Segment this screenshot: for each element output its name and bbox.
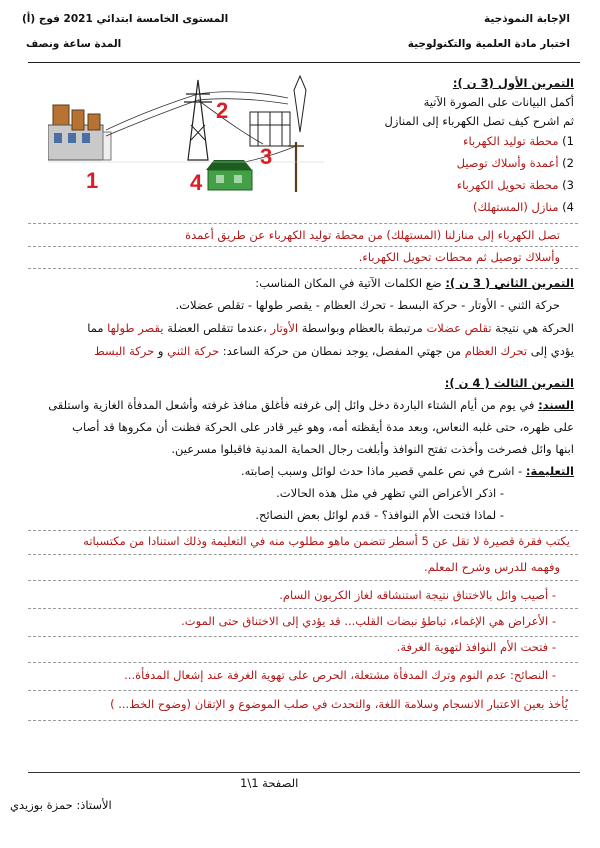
item-number: 4) — [562, 200, 574, 214]
ex1-answer-line-1: تصل الكهرباء إلى منازلنا (المستهلك) من محطة توليد الكهرباء عن طريق أعمدة — [185, 228, 560, 242]
ex2-paragraph-line-2 — [94, 344, 574, 358]
header-right-subtitle: اختبار مادة العلمية والتكنولوجية — [407, 38, 570, 50]
answer: حركة البسط — [94, 344, 155, 358]
figure-label-2: 2 — [216, 98, 229, 123]
header-left-subtitle: المدة ساعة ونصف — [26, 38, 122, 50]
support-label: السند: — [538, 398, 574, 412]
answer: تحرك العظام — [464, 344, 528, 358]
ex3-task-line-1 — [241, 464, 574, 478]
ex1-item-4 — [473, 200, 574, 214]
header-left-title: المستوى الخامسة ابتدائي 2021 فوج (أ) — [22, 13, 229, 25]
ruled-line — [28, 268, 578, 269]
figure-label-4: 4 — [190, 170, 203, 195]
power-plant-icon — [48, 105, 111, 160]
ex2-instruction: ضع الكلمات الآتية في المكان المناسب: — [255, 276, 442, 290]
ruled-line — [28, 246, 578, 247]
text: و — [154, 344, 168, 358]
item-number: 3) — [562, 178, 574, 192]
task-label: التعليمة: — [525, 464, 574, 478]
ex1-title: التمرين الأول (3 ن ): — [452, 76, 574, 90]
ex1-item-3 — [457, 178, 574, 192]
ex3-answer-3: - فتحت الأم النوافذ لتهوية الغرفة. — [396, 640, 556, 654]
item-answer: منازل (المستهلك) — [472, 200, 559, 214]
ex3-answer-4: - النصائح: عدم النوم وترك المدفأة مشتعلة، الحرص على تهوية الغرفة عند إشعال المدفأة... — [124, 668, 556, 682]
item-answer: محطة تحويل الكهرباء — [456, 178, 559, 192]
text: من جهتي المفصل، يوجد نمطان من حركة الساعد: — [219, 344, 465, 358]
utility-pole-icon — [288, 142, 304, 192]
ex3-support-line-3: ابنها وائل فصرخت وأخذت تفتح النوافذ وأبلغت رجال الحماية المدنية فاقبلوا مسرعين. — [171, 442, 574, 456]
house-icon — [206, 160, 252, 190]
answer: يقصر طولها — [107, 321, 164, 335]
header-divider — [28, 62, 580, 63]
figure-label-1: 1 — [86, 168, 99, 193]
support-text: في يوم من أيام الشتاء الباردة دخل وائل إلى غرفته فأغلق منافذ غرفته وأشعل المدفأة الغازية واستلقى — [48, 398, 539, 412]
ex3-answer-intro-1: يكتب فقرة قصيرة لا تقل عن 5 أسطر تتضمن ماهو مطلوب منه في التعليمة وذلك استنادا من مكتسباته — [83, 534, 570, 548]
ex3-criteria: يُأخذ بعين الاعتبار الانسجام وسلامة اللغة، والتحدث في صلب الموضوع و الإتقان (وضوح الخط... ) — [110, 697, 568, 711]
transformer-station-icon — [250, 76, 306, 146]
ex3-support-line-2: على ظهره، حتى غلبه النعاس، وبعد مدة أيقظته أمه، وهو غير قادر على الحركة فظنت أن مكروها قد أصاب — [72, 420, 574, 434]
ex2-paragraph-line-1 — [87, 321, 574, 335]
ex1-item-1 — [463, 134, 574, 148]
ex1-answer-line-2: وأسلاك توصيل ثم محطات تحويل الكهرباء. — [358, 250, 560, 264]
ex3-task-line-3: - لماذا فتحت الأم النوافذ؟ - قدم لوائل بعض النصائح. — [255, 508, 504, 522]
answer: تقلص عضلات — [426, 321, 492, 335]
text: مما — [87, 321, 108, 335]
item-number: 1) — [562, 134, 574, 148]
header-right-title: الإجابة النموذجية — [484, 13, 570, 25]
ruled-line — [28, 223, 578, 224]
answer: حركة الثني — [167, 344, 220, 358]
task-text: - اشرح في نص علمي قصير ماذا حدث لوائل وسبب إصابته. — [240, 464, 523, 478]
ruled-line — [28, 720, 578, 721]
text: ،عندما تتقلص العضلة — [163, 321, 271, 335]
item-answer: أعمدة وأسلاك توصيل — [456, 156, 559, 170]
pylon-icon — [184, 80, 212, 160]
ex3-answer-2: - الأعراض هي الإغماء، تباطؤ نبضات القلب... قد يؤدي إلى الاختناق حتى الموت. — [181, 614, 556, 628]
ruled-line — [28, 530, 578, 531]
ruled-line — [28, 662, 578, 663]
ruled-line — [28, 554, 578, 555]
ex3-task-line-2: - اذكر الأعراض التي تظهر في مثل هذه الحالات. — [276, 486, 504, 500]
text: مرتبطة بالعظام وبواسطة — [298, 321, 427, 335]
answer: الأوتار — [270, 321, 299, 335]
teacher-name: الأستاذ: حمزة بوزيدي — [10, 798, 112, 812]
ruled-line — [28, 608, 578, 609]
ex1-instruction-1: أكمل البيانات على الصورة الآتية — [423, 95, 574, 109]
ruled-line — [28, 580, 578, 581]
ex3-support-line-1 — [48, 398, 574, 412]
ex1-item-2 — [457, 156, 574, 170]
ex3-answer-1: - أصيب وائل بالاختناق نتيجة استنشاقه لغاز الكربون السام. — [279, 588, 556, 602]
ruled-line — [28, 636, 578, 637]
ex2-word-bank: حركة الثني - الأوتار - حركة البسط - تحرك العظام - يقصر طولها - تقلص عضلات. — [175, 298, 560, 312]
text: يؤدي إلى — [527, 344, 574, 358]
ex3-title: التمرين الثالث ( 4 ن ): — [444, 376, 574, 390]
figure-label-3: 3 — [260, 144, 273, 169]
item-number: 2) — [562, 156, 574, 170]
page-number: الصفحة 1\1 — [240, 776, 299, 790]
item-answer: محطة توليد الكهرباء — [463, 134, 559, 148]
text: الحركة هي نتيجة — [491, 321, 574, 335]
ex2-title: التمرين الثاني ( 3 ن ): — [445, 276, 574, 290]
ex1-instruction-2: ثم اشرح كيف تصل الكهرباء إلى المنازل — [384, 114, 574, 128]
electricity-figure — [48, 70, 324, 195]
ruled-line — [28, 690, 578, 691]
ex2-header — [255, 276, 574, 290]
ex3-answer-intro-2: وفهمه للدرس وشرح المعلم. — [423, 560, 560, 574]
footer-divider — [28, 772, 580, 773]
